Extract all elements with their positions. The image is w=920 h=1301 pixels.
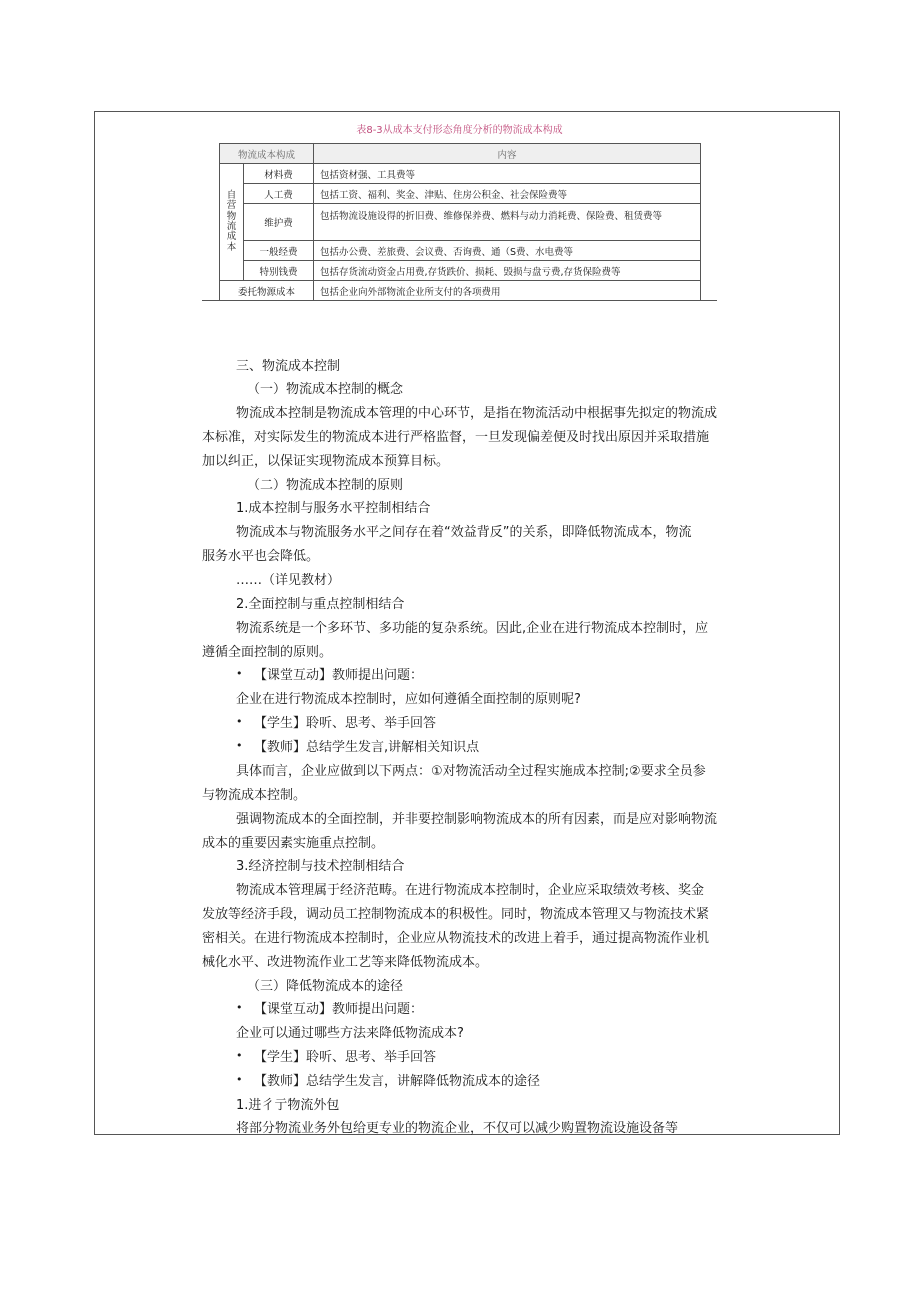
bullet-icon: •: [236, 667, 243, 680]
section-heading: 三、物流成本控制: [236, 359, 341, 374]
row-name: 人工费: [244, 184, 314, 204]
bullet-line: 【教师】总结学生发言,讲解相关知识点: [254, 740, 480, 755]
group-label-text: 自营物流成本: [226, 189, 237, 253]
paragraph-line: 具体而言，企业应做到以下两点：①对物流活动全过程实施成本控制;②要求全员参: [236, 764, 706, 779]
paragraph-line: 物流成本控制是物流成本管理的中心环节，是指在物流活动中根据事先拟定的物流成: [236, 406, 718, 421]
paragraph-line: 服务水平也会降低。: [202, 549, 320, 564]
point-heading: 3.经济控制与技术控制相结合: [236, 859, 405, 874]
paragraph-line: 物流成本与物流服务水平之间存在着“效益背反”的关系，即降低物流成本，物流: [236, 525, 692, 540]
paragraph-line: 遵循全面控制的原则。: [202, 645, 333, 660]
row-name: 委托物源成本: [220, 281, 314, 301]
row-content: 包括存货流动资金占用费,存货跌价、损耗、毁损与盘亏费,存货保险费等: [314, 261, 701, 281]
table-caption: 表8-3从成本支付形态角度分析的物流成本构成: [356, 125, 563, 136]
point-heading: 1.成本控制与服务水平控制相结合: [236, 501, 431, 516]
header-content: 内容: [314, 144, 701, 164]
row-content: 包括工资、福利、奖金、津贴、住房公积金、社会保险费等: [314, 184, 701, 204]
bullet-line: 【课堂互动】教师提出问题：: [254, 1002, 424, 1017]
row-name: 一般经费: [244, 241, 314, 261]
paragraph-line: 械化水平、改进物流作业工艺等来降低物流成本。: [202, 955, 489, 970]
paragraph-line: 将部分物流业务外包给更专业的物流企业，不仅可以减少购置物流设施设备等: [236, 1121, 679, 1136]
paragraph-line: 物流系统是一个多环节、多功能的复杂系统。因此,企业在进行物流成本控制时，应: [236, 621, 709, 636]
paragraph-line: 加以纠正，以保证实现物流成本预算目标。: [202, 454, 450, 469]
bullet-icon: •: [236, 1001, 243, 1014]
point-heading: 2.全面控制与重点控制相结合: [236, 597, 405, 612]
bullet-line: 【学生】聆听、思考、举手回答: [254, 716, 437, 731]
bullet-line: 【课堂互动】教师提出问题：: [254, 668, 424, 683]
subsection-heading: （二）物流成本控制的原则: [247, 478, 404, 493]
bullet-icon: •: [236, 715, 243, 728]
row-name: 维护费: [244, 204, 314, 241]
bullet-icon: •: [236, 1049, 243, 1062]
row-content: 包括企业向外部物流企业所支付的各项费用: [314, 281, 701, 301]
paragraph-line: 与物流成本控制。: [202, 788, 307, 803]
paragraph-line: ……（详见教材）: [236, 573, 341, 588]
paragraph-line: 发放等经济手段，调动员工控制物流成本的积极性。同时，物流成本管理又与物流技术紧: [202, 907, 710, 922]
subsection-heading: （三）降低物流成本的途径: [247, 979, 404, 994]
bullet-icon: •: [236, 1073, 243, 1086]
row-content: 包括办公费、差旅费、会议费、否询费、通（S费、水电费等: [314, 241, 701, 261]
row-name: 特别钱费: [244, 261, 314, 281]
row-content: 包括物流设施设得的折旧费、维修保养费、燃料与动力消耗费、保险费、租赁费等: [314, 204, 701, 241]
paragraph-line: 企业在进行物流成本控制时，应如何遵循全面控制的原则呢?: [236, 692, 581, 707]
subsection-heading: （一）物流成本控制的概念: [247, 382, 404, 397]
paragraph-line: 密相关。在进行物流成本控制时，企业应从物流技术的改进上着手，通过提高物流作业机: [202, 931, 710, 946]
header-cost: 物流成本构成: [220, 144, 314, 164]
paragraph-line: 强调物流成本的全面控制，并非要控制影响物流成本的所有因素，而是应对影响物流: [236, 812, 718, 827]
bullet-icon: •: [236, 739, 243, 752]
point-heading: 1.进彳亍物流外包: [236, 1098, 340, 1113]
paragraph-line: 物流成本管理属于经济范畴。在进行物流成本控制时，企业应采取绩效考核、奖金: [236, 883, 705, 898]
bullet-line: 【教师】总结学生发言，讲解降低物流成本的途径: [254, 1074, 541, 1089]
row-name: 材料费: [244, 164, 314, 184]
body-text: [202, 0, 717, 1301]
paragraph-line: 企业可以通过哪些方法来降低物流成本?: [236, 1026, 464, 1041]
row-content: 包括资材强、工具费等: [314, 164, 701, 184]
paragraph-line: 成本的重要因素实施重点控制。: [202, 836, 385, 851]
bullet-line: 【学生】聆听、思考、举手回答: [254, 1050, 437, 1065]
paragraph-line: 本标准，对实际发生的物流成本进行严格监督，一旦发现偏差便及时找出原因并采取措施: [202, 430, 710, 445]
